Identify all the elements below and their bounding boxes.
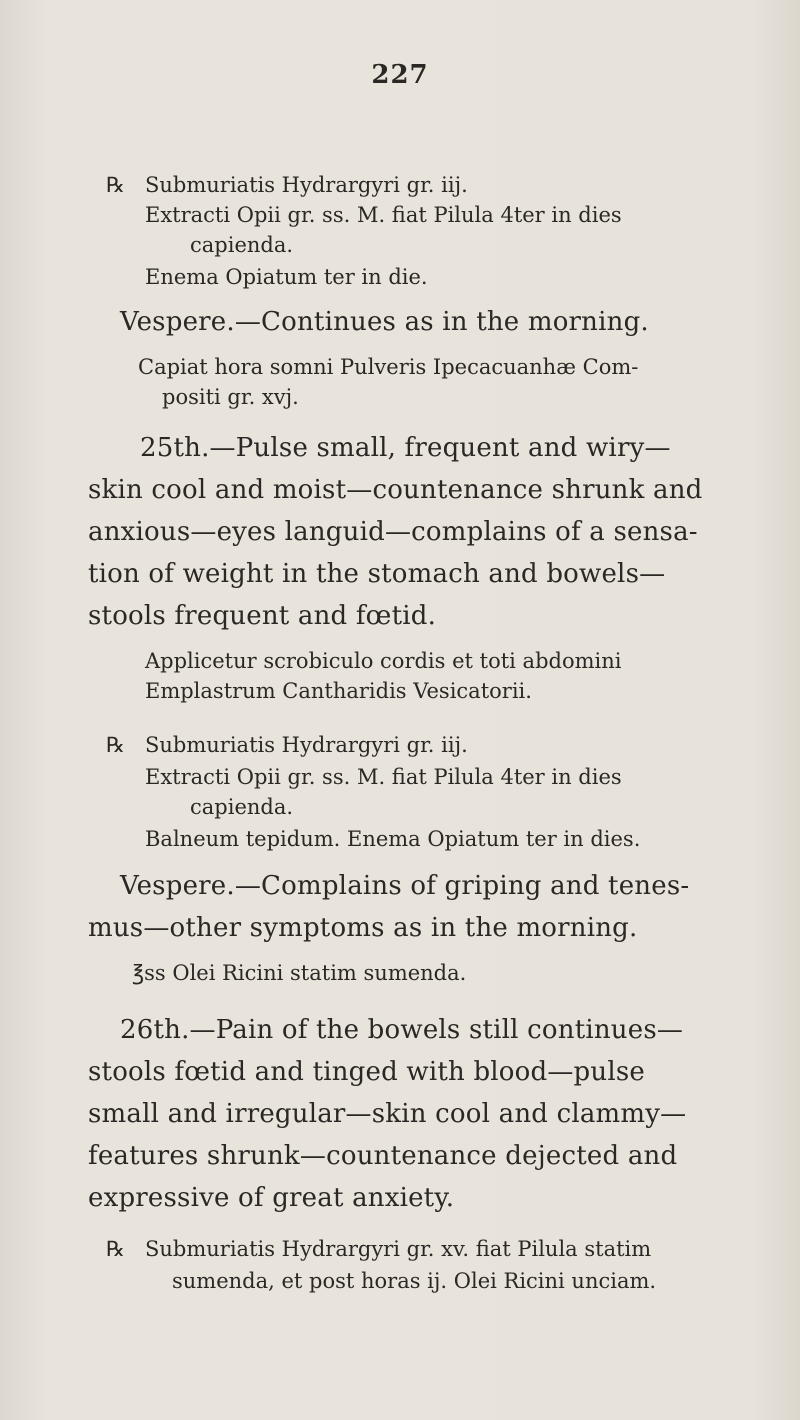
prescription-line: Balneum tepidum. Enema Opiatum ter in dies. [145,827,641,851]
prescription-line: capienda. [190,795,294,819]
paragraph-line: Vespere.—Complains of griping and tenes- [120,871,690,901]
rx-symbol: ℞ [106,733,125,757]
rx-symbol: ℞ [106,1237,125,1261]
paragraph-line: mus—other symptoms as in the morning. [88,913,638,943]
paragraph-line: stools fœtid and tinged with blood—pulse [88,1057,645,1087]
rx-symbol: ℞ [106,173,125,197]
paragraph-line: small and irregular—skin cool and clammy— [88,1099,687,1129]
prescription-line: Capiat hora somni Pulveris Ipecacuanhæ Com- [138,355,639,379]
paragraph-line: features shrunk—countenance dejected and [88,1141,678,1171]
paragraph-line: anxious—eyes languid—complains of a sensa- [88,517,698,547]
prescription-line: sumenda, et post horas ij. Olei Ricini unciam. [172,1269,657,1293]
castor-oil-instruction: ℥ss Olei Ricini statim sumenda. [132,961,467,985]
page-number: 227 [371,60,429,90]
paragraph-line: 25th.—Pulse small, frequent and wiry— [140,433,671,463]
prescription-line: Enema Opiatum ter in die. [145,265,428,289]
prescription-line: positi gr. xvj. [162,385,299,409]
paragraph-line: skin cool and moist—countenance shrunk and [88,475,703,505]
paragraph-line: 26th.—Pain of the bowels still continues— [120,1015,684,1045]
prescription-line: Submuriatis Hydrargyri gr. xv. fiat Pilula statim [145,1237,652,1261]
prescription-line: Emplastrum Cantharidis Vesicatorii. [145,679,532,703]
paragraph-line: stools frequent and fœtid. [88,601,437,631]
paragraph-line: tion of weight in the stomach and bowels— [88,559,666,589]
prescription-line: capienda. [190,233,294,257]
prescription-line: Submuriatis Hydrargyri gr. iij. [145,733,468,757]
prescription-line: Extracti Opii gr. ss. M. fiat Pilula 4ter in dies [145,765,622,789]
paragraph-line: expressive of great anxiety. [88,1183,455,1213]
prescription-line: Applicetur scrobiculo cordis et toti abdomini [145,649,622,673]
prescription-line: Extracti Opii gr. ss. M. fiat Pilula 4ter in dies [145,203,622,227]
evening-note-1: Vespere.—Continues as in the morning. [120,307,649,337]
prescription-line: Submuriatis Hydrargyri gr. iij. [145,173,468,197]
